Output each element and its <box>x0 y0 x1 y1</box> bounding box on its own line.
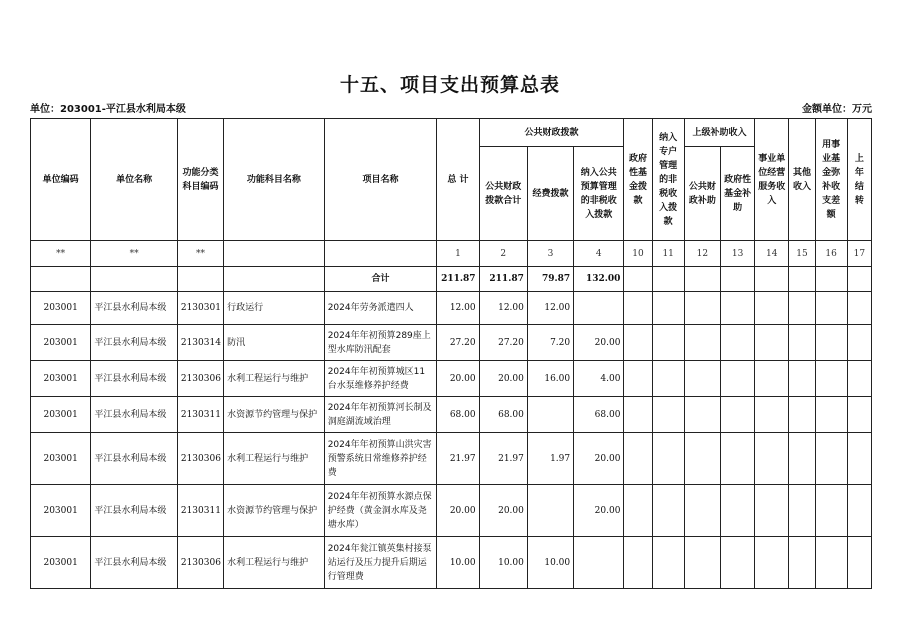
serial-cell: 1 <box>437 241 479 267</box>
header-us-public: 公共财政补助 <box>684 147 720 241</box>
serial-cell: 16 <box>815 241 847 267</box>
empty-cell <box>755 397 789 433</box>
empty-cell <box>652 485 684 537</box>
empty-cell <box>684 485 720 537</box>
header-func-name: 功能科目名称 <box>224 119 325 241</box>
unit-code-cell: 203001 <box>31 433 91 485</box>
project-name-cell: 2024年劳务派遣四人 <box>324 292 437 325</box>
total-row <box>31 267 872 292</box>
table-row <box>31 325 872 361</box>
project-name-cell: 2024年年初预算河长制及洞庭湖流域治理 <box>324 397 437 433</box>
empty-cell <box>720 485 754 537</box>
empty-cell <box>755 325 789 361</box>
empty-cell <box>755 361 789 397</box>
header-total: 总 计 <box>437 119 479 241</box>
total-cell: 12.00 <box>437 292 479 325</box>
budget-table <box>30 118 872 589</box>
serial-cell: ** <box>31 241 91 267</box>
empty-cell <box>720 537 754 589</box>
header-pf-nontax: 纳入公共预算管理的非税收入拨款 <box>574 147 624 241</box>
project-name-cell: 2024年年初预算山洪灾害预警系统日常维修养护经费 <box>324 433 437 485</box>
serial-cell: 2 <box>479 241 527 267</box>
empty-cell <box>624 397 652 433</box>
total-amount: 211.87 <box>437 267 479 292</box>
pf-nontax-cell: 20.00 <box>574 433 624 485</box>
unit-name-cell: 平江县水利局本级 <box>91 292 178 325</box>
pf-expense-cell: 16.00 <box>527 361 573 397</box>
empty-cell <box>684 397 720 433</box>
header-other-income: 其他收入 <box>789 119 815 241</box>
serial-cell: 11 <box>652 241 684 267</box>
total-cell: 21.97 <box>437 433 479 485</box>
header-fund-gap: 用事业基金弥补收支差额 <box>815 119 847 241</box>
func-code-cell: 2130301 <box>177 292 223 325</box>
func-code-cell: 2130306 <box>177 433 223 485</box>
empty-cell <box>847 397 871 433</box>
empty-cell <box>755 433 789 485</box>
unit-name-cell: 平江县水利局本级 <box>91 485 178 537</box>
header-func-code: 功能分类科目编码 <box>177 119 223 241</box>
pf-nontax-cell: 20.00 <box>574 325 624 361</box>
page-title: 十五、项目支出预算总表 <box>339 74 560 96</box>
empty-cell <box>815 325 847 361</box>
pf-nontax-cell: 4.00 <box>574 361 624 397</box>
serial-cell: 12 <box>684 241 720 267</box>
total-pf-total: 211.87 <box>479 267 527 292</box>
empty-cell <box>624 433 652 485</box>
func-name-cell: 水利工程运行与维护 <box>224 433 325 485</box>
pf-total-cell: 68.00 <box>479 397 527 433</box>
empty-cell <box>847 292 871 325</box>
empty-cell <box>624 325 652 361</box>
empty-cell <box>847 433 871 485</box>
total-cell: 68.00 <box>437 397 479 433</box>
empty-cell <box>847 361 871 397</box>
func-name-cell: 水利工程运行与维护 <box>224 537 325 589</box>
unit-code-cell: 203001 <box>31 397 91 433</box>
header-special-nontax: 纳入专户管理的非税收入拨款 <box>652 119 684 241</box>
empty-cell <box>847 485 871 537</box>
unit-code-cell: 203001 <box>31 537 91 589</box>
func-code-cell: 2130311 <box>177 485 223 537</box>
empty-cell <box>684 537 720 589</box>
empty-cell <box>789 325 815 361</box>
header-us-gov-fund: 政府性基金补助 <box>720 147 754 241</box>
serial-cell: ** <box>91 241 178 267</box>
func-code-cell: 2130314 <box>177 325 223 361</box>
empty-cell <box>652 292 684 325</box>
empty-cell <box>652 433 684 485</box>
pf-expense-cell: 12.00 <box>527 292 573 325</box>
serial-cell: 3 <box>527 241 573 267</box>
func-name-cell: 水资源节约管理与保护 <box>224 485 325 537</box>
header-business-income: 事业单位经营服务收入 <box>755 119 789 241</box>
unit-name-cell: 平江县水利局本级 <box>91 361 178 397</box>
pf-nontax-cell <box>574 537 624 589</box>
header-upper-subsidy: 上级补助收入 <box>684 119 754 147</box>
total-cell: 20.00 <box>437 485 479 537</box>
header-gov-fund: 政府性基金拨款 <box>624 119 652 241</box>
pf-expense-cell: 1.97 <box>527 433 573 485</box>
amount-unit-label: 金额单位：万元 <box>802 104 872 115</box>
empty-cell <box>652 537 684 589</box>
empty-cell <box>652 325 684 361</box>
pf-expense-cell <box>527 397 573 433</box>
serial-cell: 14 <box>755 241 789 267</box>
pf-expense-cell <box>527 485 573 537</box>
empty-cell <box>789 292 815 325</box>
empty-cell <box>789 397 815 433</box>
empty-cell <box>815 361 847 397</box>
header-unit-code: 单位编码 <box>31 119 91 241</box>
func-code-cell: 2130311 <box>177 397 223 433</box>
serial-cell: 4 <box>574 241 624 267</box>
header-public-finance: 公共财政拨款 <box>479 119 624 147</box>
empty-cell <box>755 485 789 537</box>
empty-cell <box>624 537 652 589</box>
empty-cell <box>684 361 720 397</box>
project-name-cell: 2024年年初预算289座上型水库防汛配套 <box>324 325 437 361</box>
empty-cell <box>789 537 815 589</box>
empty-cell <box>720 325 754 361</box>
unit-code-cell: 203001 <box>31 361 91 397</box>
empty-cell <box>652 397 684 433</box>
empty-cell <box>684 433 720 485</box>
unit-name-cell: 平江县水利局本级 <box>91 433 178 485</box>
empty-cell <box>815 292 847 325</box>
pf-nontax-cell: 68.00 <box>574 397 624 433</box>
pf-nontax-cell: 20.00 <box>574 485 624 537</box>
pf-expense-cell: 10.00 <box>527 537 573 589</box>
pf-nontax-cell <box>574 292 624 325</box>
total-cell: 27.20 <box>437 325 479 361</box>
unit-name-cell: 平江县水利局本级 <box>91 537 178 589</box>
func-name-cell: 水利工程运行与维护 <box>224 361 325 397</box>
serial-cell <box>324 241 437 267</box>
empty-cell <box>789 361 815 397</box>
pf-total-cell: 21.97 <box>479 433 527 485</box>
header-pf-expense: 经费拨款 <box>527 147 573 241</box>
unit-name-cell: 平江县水利局本级 <box>91 325 178 361</box>
project-name-cell: 2024年年初预算城区11台水泵维修养护经费 <box>324 361 437 397</box>
empty-cell <box>624 485 652 537</box>
empty-cell <box>815 433 847 485</box>
pf-total-cell: 12.00 <box>479 292 527 325</box>
empty-cell <box>815 485 847 537</box>
serial-cell: 10 <box>624 241 652 267</box>
table-row <box>31 433 872 485</box>
empty-cell <box>624 361 652 397</box>
table-row <box>31 292 872 325</box>
empty-cell <box>720 361 754 397</box>
empty-cell <box>815 537 847 589</box>
header-unit-name: 单位名称 <box>91 119 178 241</box>
empty-cell <box>755 292 789 325</box>
func-code-cell: 2130306 <box>177 537 223 589</box>
serial-cell: 13 <box>720 241 754 267</box>
pf-total-cell: 10.00 <box>479 537 527 589</box>
unit-name-cell: 平江县水利局本级 <box>91 397 178 433</box>
serial-cell: 15 <box>789 241 815 267</box>
table-row <box>31 485 872 537</box>
total-label: 合计 <box>324 267 437 292</box>
pf-total-cell: 20.00 <box>479 361 527 397</box>
project-name-cell: 2024年年初预算水源点保护经费（黄金洞水库及尧塘水库） <box>324 485 437 537</box>
unit-code-cell: 203001 <box>31 325 91 361</box>
table-row <box>31 397 872 433</box>
empty-cell <box>755 537 789 589</box>
table-row <box>31 361 872 397</box>
total-cell: 20.00 <box>437 361 479 397</box>
func-name-cell: 水资源节约管理与保护 <box>224 397 325 433</box>
empty-cell <box>720 292 754 325</box>
pf-total-cell: 20.00 <box>479 485 527 537</box>
total-cell: 10.00 <box>437 537 479 589</box>
empty-cell <box>684 292 720 325</box>
empty-cell <box>720 433 754 485</box>
unit-code-cell: 203001 <box>31 292 91 325</box>
serial-cell <box>224 241 325 267</box>
empty-cell <box>789 485 815 537</box>
empty-cell <box>720 397 754 433</box>
empty-cell <box>684 325 720 361</box>
header-project-name: 项目名称 <box>324 119 437 241</box>
func-code-cell: 2130306 <box>177 361 223 397</box>
project-name-cell: 2024年瓮江镇英集村接泵站运行及压力提升后期运行管理费 <box>324 537 437 589</box>
func-name-cell: 行政运行 <box>224 292 325 325</box>
serial-row <box>31 241 872 267</box>
empty-cell <box>815 397 847 433</box>
unit-code-cell: 203001 <box>31 485 91 537</box>
func-name-cell: 防汛 <box>224 325 325 361</box>
pf-expense-cell: 7.20 <box>527 325 573 361</box>
empty-cell <box>652 361 684 397</box>
table-row <box>31 537 872 589</box>
total-pf-expense: 79.87 <box>527 267 573 292</box>
unit-label: 单位：203001-平江县水利局本级 <box>30 104 186 115</box>
empty-cell <box>789 433 815 485</box>
empty-cell <box>624 292 652 325</box>
header-pf-total: 公共财政拨款合计 <box>479 147 527 241</box>
header-carryover: 上年结转 <box>847 119 871 241</box>
total-pf-nontax: 132.00 <box>574 267 624 292</box>
serial-cell: 17 <box>847 241 871 267</box>
empty-cell <box>847 325 871 361</box>
pf-total-cell: 27.20 <box>479 325 527 361</box>
serial-cell: ** <box>177 241 223 267</box>
empty-cell <box>847 537 871 589</box>
